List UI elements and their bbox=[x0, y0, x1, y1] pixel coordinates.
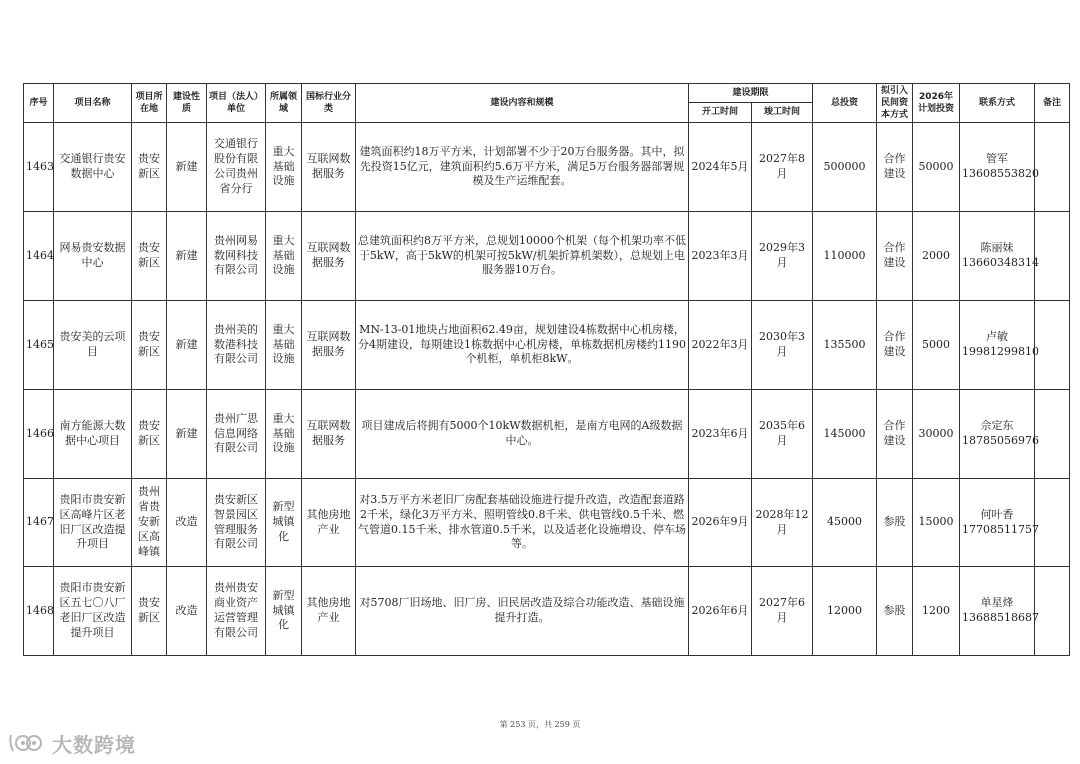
cell-contact bbox=[960, 123, 1039, 212]
watermark-text: 大数跨境 bbox=[52, 732, 136, 757]
cell-field: 重大基础设施 bbox=[266, 212, 302, 301]
cell-plan: 2000 bbox=[913, 212, 960, 301]
cell-mode: 合作建设 bbox=[877, 212, 913, 301]
header-industry: 国标行业分类 bbox=[302, 84, 356, 123]
header-period: 建设期限 bbox=[689, 84, 813, 103]
cell-unit: 贵州贵安商业资产运营管理有限公司 bbox=[207, 567, 266, 656]
cell-nature: 新建 bbox=[167, 212, 207, 301]
cell-end: 2030年3月 bbox=[752, 301, 813, 390]
cell-field: 重大基础设施 bbox=[266, 123, 302, 212]
cell-industry: 互联网数据服务 bbox=[302, 301, 356, 390]
cell-remark bbox=[1035, 123, 1070, 212]
cell-industry: 互联网数据服务 bbox=[302, 123, 356, 212]
watermark-logo-icon bbox=[8, 731, 48, 755]
cell-remark bbox=[1035, 301, 1070, 390]
header-field: 所属领域 bbox=[266, 84, 302, 123]
cell-name: 贵安美的云项目 bbox=[54, 301, 132, 390]
cell-plan: 30000 bbox=[913, 390, 960, 479]
header-location: 项目所在地 bbox=[132, 84, 167, 123]
cell-nature: 新建 bbox=[167, 390, 207, 479]
cell-field: 重大基础设施 bbox=[266, 390, 302, 479]
cell-investment: 45000 bbox=[813, 479, 877, 567]
table-row bbox=[24, 390, 1070, 479]
cell-name: 贵阳市贵安新区高峰片区老旧厂区改造提升项目 bbox=[54, 479, 132, 567]
table-row bbox=[24, 212, 1070, 301]
cell-mode: 合作建设 bbox=[877, 123, 913, 212]
page-footer: 第 253 页，共 259 页 bbox=[499, 720, 581, 729]
cell-plan: 5000 bbox=[913, 301, 960, 390]
cell-mode: 合作建设 bbox=[877, 390, 913, 479]
contact-name: 卢敏 bbox=[986, 330, 1009, 344]
header-plan-2026: 2026年计划投资 bbox=[913, 84, 960, 123]
cell-plan: 15000 bbox=[913, 479, 960, 567]
cell-nature: 新建 bbox=[167, 123, 207, 212]
contact-phone: 19981299810 bbox=[962, 345, 1039, 358]
cell-investment: 145000 bbox=[813, 390, 877, 479]
cell-start: 2024年5月 bbox=[689, 123, 752, 212]
cell-industry: 互联网数据服务 bbox=[302, 390, 356, 479]
cell-remark bbox=[1035, 479, 1070, 567]
cell-location: 贵安新区 bbox=[132, 123, 167, 212]
cell-start: 2023年6月 bbox=[689, 390, 752, 479]
cell-content: 项目建成后将拥有5000个10kW数据机柜，是南方电网的A级数据中心。 bbox=[356, 390, 689, 479]
cell-field: 重大基础设施 bbox=[266, 301, 302, 390]
cell-remark bbox=[1035, 212, 1070, 301]
cell-content: 建筑面积约18万平方米，计划部署不少于20万台服务器。其中，拟先投资15亿元，建筑面积约5.6万平方米，满足5万台服务器部署规模及生产运维配套。 bbox=[356, 123, 689, 212]
contact-name: 佘定东 bbox=[980, 419, 1014, 433]
cell-end: 2027年8月 bbox=[752, 123, 813, 212]
header-start: 开工时间 bbox=[689, 103, 752, 123]
table-row bbox=[24, 479, 1070, 567]
cell-mode: 参股 bbox=[877, 479, 913, 567]
watermark bbox=[8, 730, 136, 756]
cell-start: 2022年3月 bbox=[689, 301, 752, 390]
cell-investment: 110000 bbox=[813, 212, 877, 301]
cell-seq: 1467 bbox=[24, 479, 54, 567]
cell-end: 2035年6月 bbox=[752, 390, 813, 479]
cell-investment: 135500 bbox=[813, 301, 877, 390]
header-nature: 建设性质 bbox=[167, 84, 207, 123]
contact-name: 管军 bbox=[986, 152, 1009, 166]
cell-location: 贵安新区 bbox=[132, 301, 167, 390]
cell-unit: 贵州美的数港科技有限公司 bbox=[207, 301, 266, 390]
cell-location: 贵安新区 bbox=[132, 390, 167, 479]
cell-plan: 1200 bbox=[913, 567, 960, 656]
table-row bbox=[24, 567, 1070, 656]
header-end: 竣工时间 bbox=[752, 103, 813, 123]
cell-industry: 其他房地产业 bbox=[302, 567, 356, 656]
header-content: 建设内容和规模 bbox=[356, 84, 689, 123]
cell-location: 贵安新区 bbox=[132, 567, 167, 656]
cell-unit: 贵安新区智景园区管理服务有限公司 bbox=[207, 479, 266, 567]
contact-phone: 13608553820 bbox=[962, 167, 1039, 180]
cell-seq: 1466 bbox=[24, 390, 54, 479]
cell-content: MN-13-01地块占地面积62.49亩，规划建设4栋数据中心机房楼，分4期建设，每期建设1栋数据中心机房楼，单栋数据机房楼约1190个机柜，单机柜8kW。 bbox=[356, 301, 689, 390]
cell-name: 贵阳市贵安新区五七〇八厂老旧厂区改造提升项目 bbox=[54, 567, 132, 656]
header-remark: 备注 bbox=[1035, 84, 1070, 123]
cell-content: 对3.5万平方米老旧厂房配套基础设施进行提升改造，改造配套道路2千米，绿化3万平方米、照明管线0.8千米、供电管线0.5千米、燃气管道0.15千米、排水管道0.5千米，以及适老化设施增设、停车场等。 bbox=[356, 479, 689, 567]
cell-contact bbox=[960, 479, 1039, 567]
cell-end: 2029年3月 bbox=[752, 212, 813, 301]
cell-seq: 1465 bbox=[24, 301, 54, 390]
table-row bbox=[24, 123, 1070, 212]
header-private-mode: 拟引入民间资本方式 bbox=[877, 84, 913, 123]
cell-mode: 参股 bbox=[877, 567, 913, 656]
cell-remark bbox=[1035, 390, 1070, 479]
cell-plan: 50000 bbox=[913, 123, 960, 212]
cell-unit: 贵州网易数网科技有限公司 bbox=[207, 212, 266, 301]
header-seq: 序号 bbox=[24, 84, 54, 123]
header-contact: 联系方式 bbox=[960, 84, 1035, 123]
cell-content: 对5708厂旧场地、旧厂房、旧民居改造及综合功能改造、基础设施提升打造。 bbox=[356, 567, 689, 656]
cell-contact bbox=[960, 567, 1039, 656]
cell-investment: 12000 bbox=[813, 567, 877, 656]
header-unit: 项目（法人）单位 bbox=[207, 84, 266, 123]
cell-remark bbox=[1035, 567, 1070, 656]
cell-location: 贵州省贵安新区高峰镇 bbox=[132, 479, 167, 567]
header-name: 项目名称 bbox=[54, 84, 132, 123]
contact-phone: 13660348314 bbox=[962, 256, 1039, 269]
cell-start: 2023年3月 bbox=[689, 212, 752, 301]
cell-nature: 改造 bbox=[167, 567, 207, 656]
cell-investment: 500000 bbox=[813, 123, 877, 212]
contact-name: 单星烽 bbox=[980, 596, 1014, 610]
table-row bbox=[24, 301, 1070, 390]
cell-mode: 合作建设 bbox=[877, 301, 913, 390]
cell-end: 2027年6月 bbox=[752, 567, 813, 656]
cell-nature: 新建 bbox=[167, 301, 207, 390]
cell-seq: 1468 bbox=[24, 567, 54, 656]
contact-phone: 17708511757 bbox=[962, 522, 1039, 536]
cell-contact bbox=[960, 301, 1039, 390]
cell-location: 贵安新区 bbox=[132, 212, 167, 301]
cell-name: 南方能源大数据中心项目 bbox=[54, 390, 132, 479]
cell-contact bbox=[960, 390, 1039, 479]
cell-name: 网易贵安数据中心 bbox=[54, 212, 132, 301]
cell-nature: 改造 bbox=[167, 479, 207, 567]
project-table bbox=[23, 83, 1070, 656]
cell-content: 总建筑面积约8万平方米，总规划10000个机架（每个机架功率不低于5kW，高于5kW的机架可按5kW/机架折算机架数），总规划上电服务器10万台。 bbox=[356, 212, 689, 301]
contact-phone: 13688518687 bbox=[962, 611, 1039, 624]
cell-start: 2026年9月 bbox=[689, 479, 752, 567]
header-investment: 总投资 bbox=[813, 84, 877, 123]
cell-name: 交通银行贵安数据中心 bbox=[54, 123, 132, 212]
cell-industry: 其他房地产业 bbox=[302, 479, 356, 567]
cell-unit: 贵州广思信息网络有限公司 bbox=[207, 390, 266, 479]
cell-seq: 1464 bbox=[24, 212, 54, 301]
cell-field: 新型城镇化 bbox=[266, 479, 302, 567]
cell-contact bbox=[960, 212, 1039, 301]
cell-start: 2026年6月 bbox=[689, 567, 752, 656]
cell-field: 新型城镇化 bbox=[266, 567, 302, 656]
cell-seq: 1463 bbox=[24, 123, 54, 212]
contact-name: 何叶香 bbox=[980, 507, 1014, 521]
cell-end: 2028年12月 bbox=[752, 479, 813, 567]
contact-name: 陈丽妹 bbox=[980, 241, 1014, 255]
cell-industry: 互联网数据服务 bbox=[302, 212, 356, 301]
cell-unit: 交通银行股份有限公司贵州省分行 bbox=[207, 123, 266, 212]
contact-phone: 18785056976 bbox=[962, 434, 1039, 447]
